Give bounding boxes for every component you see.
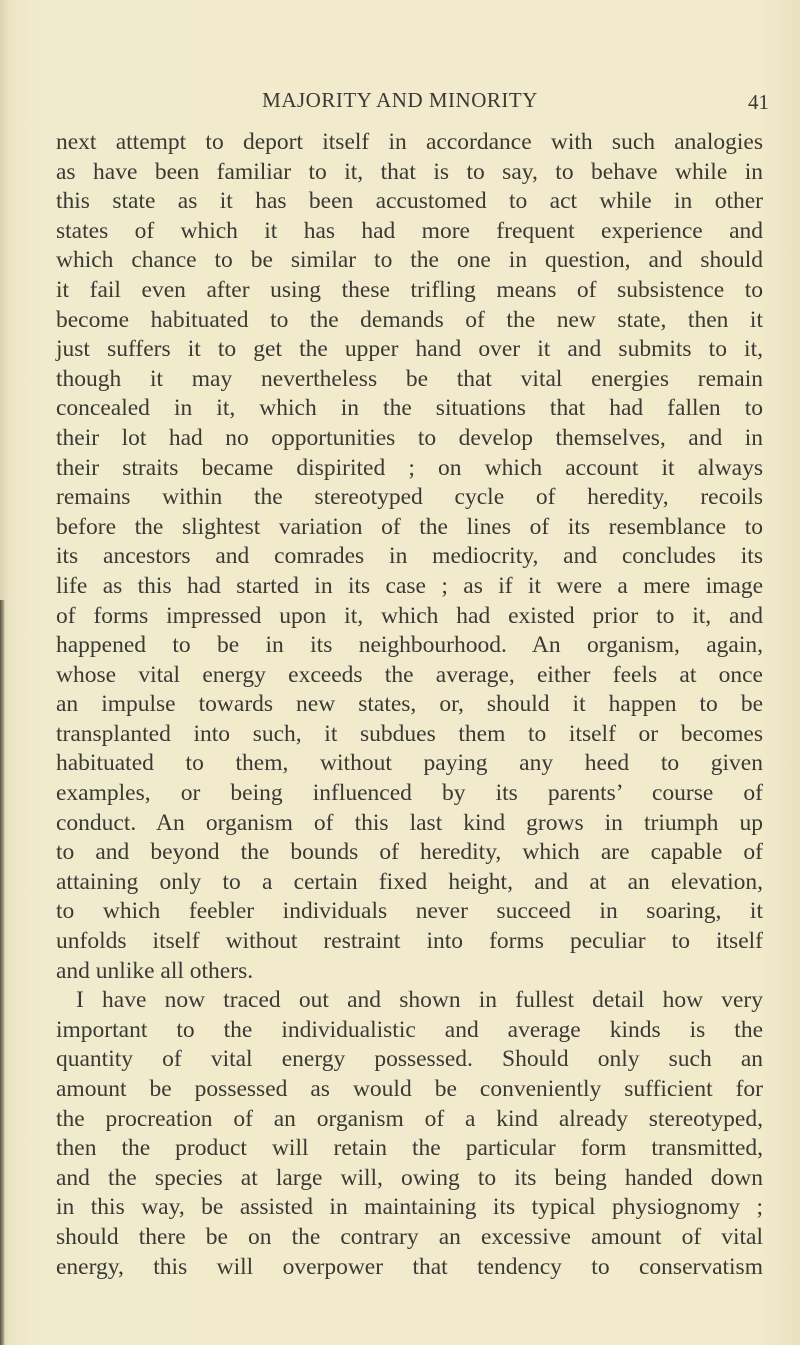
text-line: to which feebler individuals never succeed in soaring, it [56, 898, 763, 925]
text-line: life as this had started in its case ; as if it were a mere image [56, 572, 763, 599]
text-line: habituated to them, without paying any heed to given [56, 750, 763, 777]
text-line: then the product will retain the particular form transmitted, [56, 1135, 763, 1162]
text-line: and unlike all others. [56, 957, 254, 984]
text-line: whose vital energy exceeds the average, either feels at once [56, 661, 763, 688]
text-line: which chance to be similar to the one in question, and should [56, 247, 763, 274]
text-line: should there be on the contrary an excessive amount of vital [56, 1223, 763, 1250]
page-number: 41 [748, 90, 769, 114]
page-binding-shadow [0, 600, 5, 1345]
text-line: their straits became dispirited ; on which account it always [56, 454, 763, 481]
text-line: next attempt to deport itself in accordance with such analogies [56, 129, 763, 155]
text-line: happened to be in its neighbourhood. An organism, again, [56, 632, 763, 659]
text-line: important to the individualistic and average kinds is the [56, 1016, 763, 1043]
body-text [56, 128, 763, 1282]
paragraph [56, 986, 763, 1282]
text-line: it fail even after using these trifling means of subsistence to [56, 276, 763, 303]
text-line: to and beyond the bounds of heredity, which are capable of [56, 839, 763, 866]
text-line: of forms impressed upon it, which had existed prior to it, and [56, 602, 763, 629]
text-line: this state as it has been accustomed to act while in other [56, 188, 763, 215]
text-line: an impulse towards new states, or, should it happen to be [56, 691, 763, 718]
text-line: I have now traced out and shown in fullest detail how very [76, 987, 763, 1014]
text-line: unfolds itself without restraint into forms peculiar to itself [56, 928, 763, 955]
text-line: before the slightest variation of the lines of its resemblance to [56, 513, 763, 540]
text-line: attaining only to a certain fixed height, and at an elevation, [56, 868, 763, 895]
text-line: transplanted into such, it subdues them to itself or becomes [56, 720, 763, 747]
text-line: states of which it has had more frequent experience and [56, 217, 763, 244]
text-line: remains within the stereotyped cycle of heredity, recoils [56, 484, 763, 511]
text-line: the procreation of an organism of a kind already stereotyped, [56, 1105, 763, 1132]
text-line: and the species at large will, owing to its being handed down [56, 1164, 763, 1191]
text-line: amount be possessed as would be conveniently sufficient for [56, 1076, 763, 1102]
text-line: in this way, be assisted in maintaining its typical physiognomy ; [56, 1194, 763, 1221]
text-line: examples, or being influenced by its parents’ course of [56, 780, 763, 807]
text-line: become habituated to the demands of the new state, then it [56, 306, 763, 333]
text-line: as have been familiar to it, that is to say, to behave while in [56, 158, 763, 185]
text-line: concealed in it, which in the situations that had fallen to [56, 395, 763, 422]
text-line: energy, this will overpower that tendency to conservatism [56, 1253, 763, 1280]
text-line: just suffers it to get the upper hand over it and submits to it, [56, 336, 763, 363]
text-line: its ancestors and comrades in mediocrity, and concludes its [56, 543, 763, 570]
paragraph [56, 128, 763, 986]
text-line: conduct. An organism of this last kind grows in triumph up [56, 809, 763, 836]
text-line: their lot had no opportunities to develop themselves, and in [56, 424, 763, 451]
text-line: quantity of vital energy possessed. Should only such an [56, 1046, 763, 1073]
text-line: though it may nevertheless be that vital energies remain [56, 365, 763, 392]
running-head: MAJORITY AND MINORITY [262, 88, 538, 112]
